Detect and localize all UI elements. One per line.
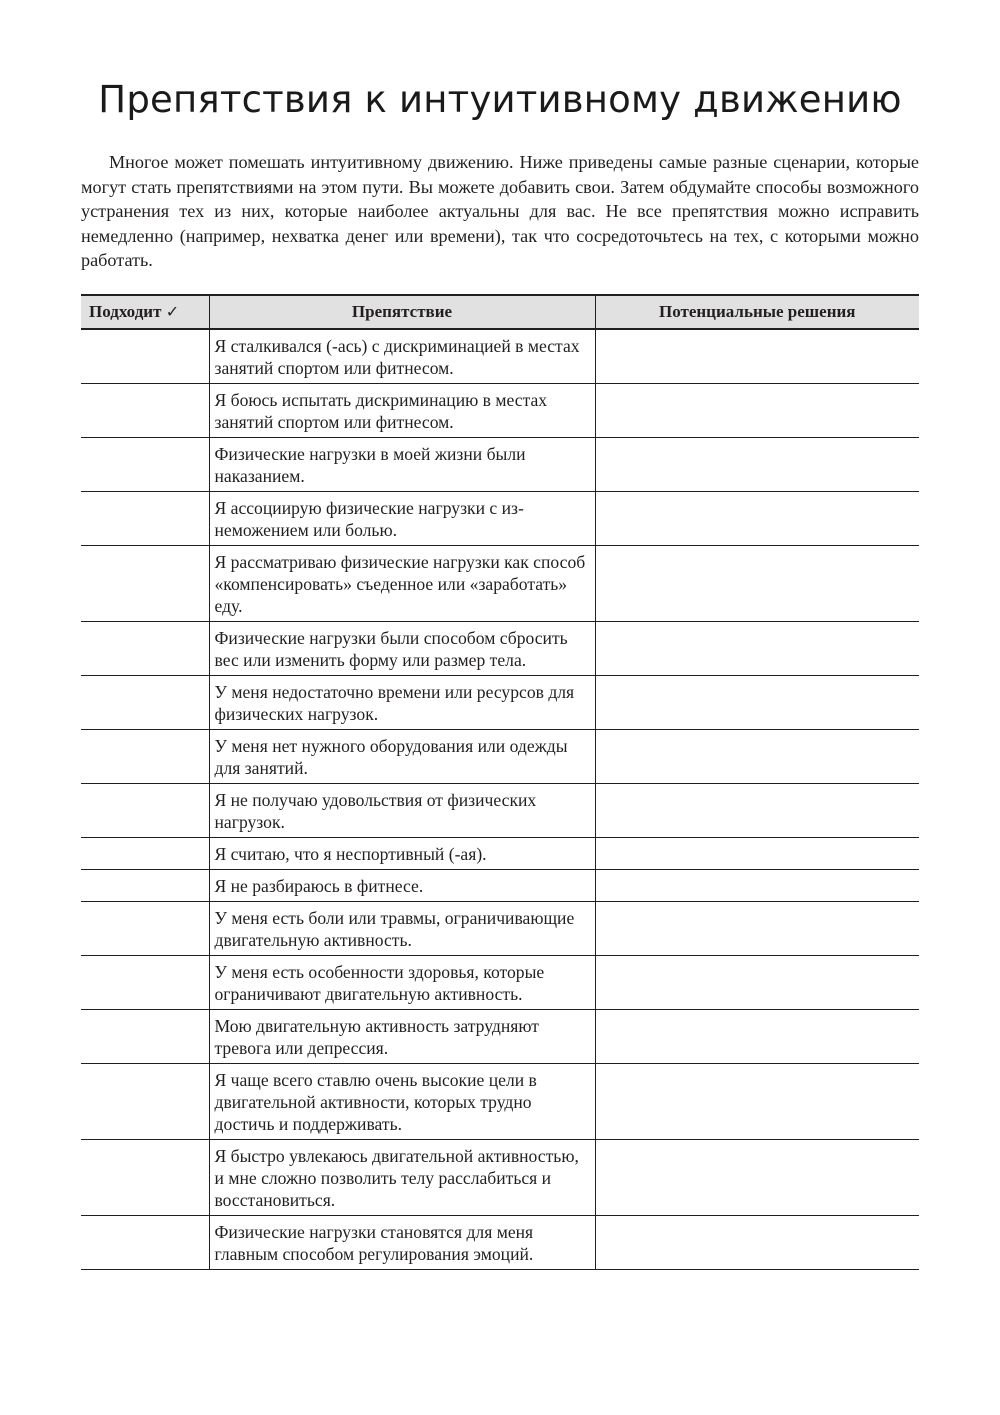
table-row	[81, 784, 919, 838]
fit-checkbox-cell[interactable]	[81, 676, 209, 730]
header-fit	[81, 295, 209, 329]
obstacle-text: Физические нагрузки в моей жизни были наказанием.	[209, 438, 595, 492]
page-title: Препятствия к интуитивному движению	[98, 78, 902, 121]
checkmark-icon: ✓	[165, 302, 180, 321]
fit-checkbox-cell[interactable]	[81, 838, 209, 870]
fit-checkbox-cell[interactable]	[81, 622, 209, 676]
fit-checkbox-cell[interactable]	[81, 1216, 209, 1270]
table-header-row	[81, 295, 919, 329]
solution-input-cell[interactable]	[595, 902, 919, 956]
solution-input-cell[interactable]	[595, 1010, 919, 1064]
fit-checkbox-cell[interactable]	[81, 1140, 209, 1216]
solution-input-cell[interactable]	[595, 838, 919, 870]
table-row	[81, 622, 919, 676]
obstacle-text: Мою двигательную активность затрудняют тревога или депрессия.	[209, 1010, 595, 1064]
header-fit-label: Подходит	[89, 302, 162, 321]
obstacle-text: Я считаю, что я неспортивный (-ая).	[209, 838, 595, 870]
solution-input-cell[interactable]	[595, 1216, 919, 1270]
solution-input-cell[interactable]	[595, 1140, 919, 1216]
obstacle-text: Я не получаю удовольствия от физических нагрузок.	[209, 784, 595, 838]
fit-checkbox-cell[interactable]	[81, 438, 209, 492]
obstacle-text: Я чаще всего ставлю очень высокие цели в двигательной активности, которых трудно достичь и поддерживать.	[209, 1064, 595, 1140]
table-row	[81, 1140, 919, 1216]
table-row	[81, 870, 919, 902]
solution-input-cell[interactable]	[595, 1064, 919, 1140]
solution-input-cell[interactable]	[595, 956, 919, 1010]
obstacle-text: У меня есть особенности здоровья, которые ограничивают двигательную активность.	[209, 956, 595, 1010]
table-row	[81, 1064, 919, 1140]
table-row	[81, 676, 919, 730]
solution-input-cell[interactable]	[595, 546, 919, 622]
solution-input-cell[interactable]	[595, 622, 919, 676]
header-solutions: Потенциальные решения	[595, 295, 919, 329]
table-row	[81, 329, 919, 384]
obstacle-text: Я сталкивался (-ась) с дискриминацией в местах занятий спортом или фитнесом.	[209, 329, 595, 384]
solution-input-cell[interactable]	[595, 492, 919, 546]
fit-checkbox-cell[interactable]	[81, 902, 209, 956]
solution-input-cell[interactable]	[595, 870, 919, 902]
obstacle-text: Физические нагрузки становятся для меня главным способом регулирования эмоций.	[209, 1216, 595, 1270]
solution-input-cell[interactable]	[595, 730, 919, 784]
intro-paragraph: Многое может помешать интуитивному движению. Ниже приведены самые разные сценарии, которые могут стать препятствиями на этом пути. Вы можете добавить свои. Затем обдумайте способы возможного устранения тех из них, которые наиболее актуальны для вас. Не все препятствия можно исправить немедленно (например, нехватка денег или времени), так что сосредоточьтесь на тех, с которыми можно работать.	[81, 152, 919, 271]
solution-input-cell[interactable]	[595, 676, 919, 730]
fit-checkbox-cell[interactable]	[81, 492, 209, 546]
solution-input-cell[interactable]	[595, 784, 919, 838]
fit-checkbox-cell[interactable]	[81, 1064, 209, 1140]
table-row	[81, 384, 919, 438]
table-row	[81, 902, 919, 956]
fit-checkbox-cell[interactable]	[81, 956, 209, 1010]
fit-checkbox-cell[interactable]	[81, 384, 209, 438]
obstacle-text: У меня нет нужного оборудования или одежды для занятий.	[209, 730, 595, 784]
header-obstacle: Препятствие	[209, 295, 595, 329]
table-row	[81, 1216, 919, 1270]
fit-checkbox-cell[interactable]	[81, 730, 209, 784]
fit-checkbox-cell[interactable]	[81, 1010, 209, 1064]
table-row	[81, 546, 919, 622]
table-row	[81, 492, 919, 546]
obstacle-text: У меня есть боли или травмы, ограничивающие двигательную активность.	[209, 902, 595, 956]
obstacle-text: Я быстро увлекаюсь двигательной активностью, и мне сложно позволить телу расслабиться и восстановиться.	[209, 1140, 595, 1216]
table-row	[81, 730, 919, 784]
obstacles-table	[81, 294, 919, 1270]
obstacle-text: Я боюсь испытать дискриминацию в местах занятий спортом или фитнесом.	[209, 384, 595, 438]
fit-checkbox-cell[interactable]	[81, 546, 209, 622]
fit-checkbox-cell[interactable]	[81, 329, 209, 384]
table-row	[81, 956, 919, 1010]
obstacle-text: У меня недостаточно времени или ресурсов для физических нагрузок.	[209, 676, 595, 730]
solution-input-cell[interactable]	[595, 329, 919, 384]
obstacle-text: Я не разбираюсь в фитнесе.	[209, 870, 595, 902]
table-row	[81, 1010, 919, 1064]
table-row	[81, 438, 919, 492]
obstacle-text: Физические нагрузки были способом сбросить вес или изменить форму или размер тела.	[209, 622, 595, 676]
obstacle-text: Я рассматриваю физические нагрузки как способ «компенсировать» съеденное или «заработать» еду.	[209, 546, 595, 622]
fit-checkbox-cell[interactable]	[81, 784, 209, 838]
solution-input-cell[interactable]	[595, 384, 919, 438]
table-row	[81, 838, 919, 870]
fit-checkbox-cell[interactable]	[81, 870, 209, 902]
obstacle-text: Я ассоциирую физические нагрузки с изнеможением или болью.	[209, 492, 595, 546]
solution-input-cell[interactable]	[595, 438, 919, 492]
